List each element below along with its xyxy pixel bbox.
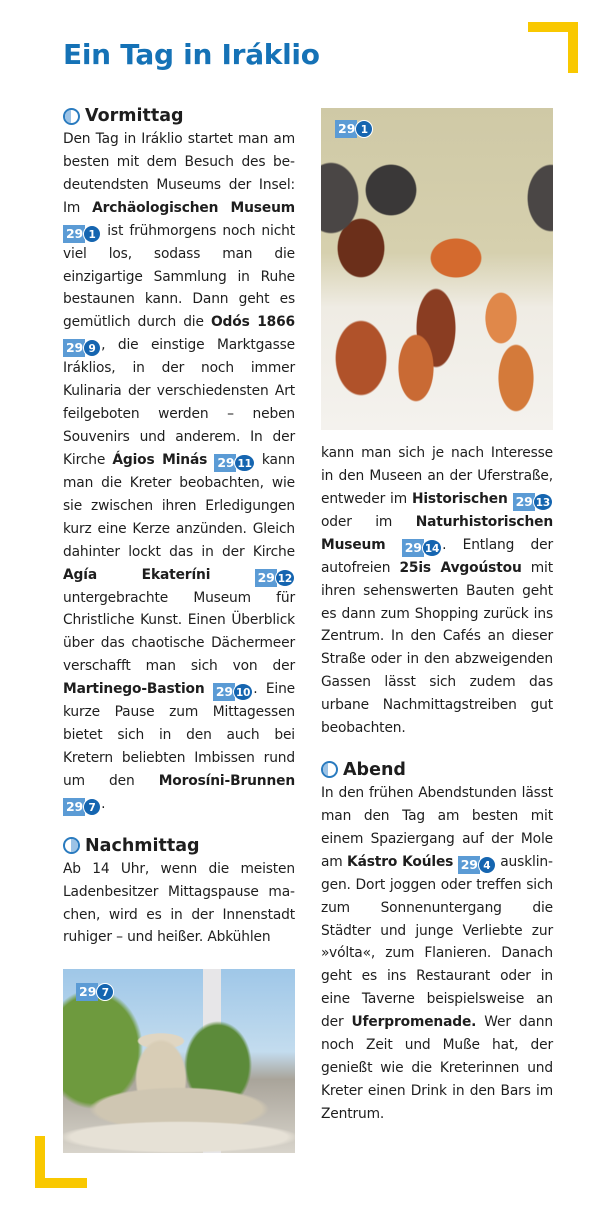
corner-bracket-top-right	[528, 22, 578, 73]
map-page-number: 29	[402, 539, 424, 557]
left-column	[63, 104, 295, 1153]
morning-clock-icon	[63, 108, 80, 125]
afternoon-clock-icon	[63, 837, 80, 854]
place-name: 25is Avgoústou	[399, 559, 522, 576]
place-name: Odós 1866	[210, 314, 295, 331]
map-page-number: 29	[214, 454, 236, 472]
place-name: Archäologischen Museum	[92, 199, 295, 216]
nachmittag-text-continued: kann man sich je nach Interesse in den Museen an der Uferstraße, entweder im Historischen 29 13 oder im Naturhistorischen Museum 29 14 . Entlang der autofreien 25is Avgoústou mit ihren sehenswerten Bauten geht es dann zum Shopping zurück ins Zentrum. In den Cafés an dieser Straße oder in den abzweigenden Gassen lässt sich zudem das urbane Nachmittagstreiben gut beobachten.	[321, 445, 554, 737]
section-heading-abend: Abend	[321, 758, 553, 782]
map-location-number: 10	[233, 683, 253, 701]
map-location-number: 13	[533, 493, 553, 511]
map-location-number: 7	[83, 798, 101, 816]
map-location-number: 9	[83, 339, 101, 357]
map-reference-badge[interactable]: 29 1	[335, 120, 373, 138]
photo-morosini-fountain	[63, 969, 295, 1153]
map-page-number: 29	[63, 339, 85, 357]
place-name: Ágios Minás	[112, 451, 208, 468]
place-name: Kástro Koúles	[347, 853, 454, 870]
map-location-number: 4	[478, 856, 496, 874]
map-page-number: 29	[255, 569, 277, 587]
map-reference-badge[interactable]	[63, 339, 101, 357]
place-name: Agía Ekateríni	[63, 566, 211, 583]
map-reference-badge[interactable]	[458, 856, 496, 874]
map-page-number: 29	[63, 798, 85, 816]
photo-archaeological-museum	[321, 108, 553, 430]
map-reference-badge[interactable]	[513, 493, 553, 511]
right-column	[321, 108, 553, 1126]
place-name: Historischen	[411, 490, 508, 507]
place-name: Morosíni-Brunnen	[158, 772, 295, 789]
map-reference-badge[interactable]	[402, 539, 442, 557]
map-reference-badge[interactable]	[213, 683, 253, 701]
map-page-number: 29	[213, 683, 235, 701]
map-location-number: 12	[275, 569, 295, 587]
place-name: Naturhistorischen Museum	[321, 513, 553, 553]
map-reference-badge[interactable]	[63, 798, 101, 816]
map-page-number: 29	[63, 225, 85, 243]
map-page-number: 29	[458, 856, 480, 874]
page-title: Ein Tag in Iráklio	[63, 38, 320, 71]
map-location-number: 14	[422, 539, 442, 557]
evening-clock-icon	[321, 761, 338, 778]
vormittag-text: Den Tag in Iráklio startet man am besten mit dem Besuch des bedeutendsten Museums der Insel: Im Archäologischen Museum 29 1 ist frühmorgens noch nicht viel los, sodass man die einzigartige Sammlung in Ruhe bestaunen kann. Dann geht es gemütlich durch die Odós 1866 29 9 , die einstige Marktgasse Iráklios, in der noch immer Kulinaria der verschiedensten Art feilgeboten werden – neben Souvenirs und anderem. In der Kirche Ágios Minás 29 11 kann man die Kreter beobachten, wie sie zwischen ihren Erledigungen kurz eine Kerze anzünden. Gleich dahinter lockt das in der Kirche Agía Ekateríni 29 12 untergebrachte Museum für Christliche Kunst. Einen Überblick über das chaotische Dächermeer verschafft man sich von der Martinego-Bastion 29 10 . Eine kurze Pause zum Mittagessen bietet sich in den auch bei Kretern beliebten Imbissen rund um den Morosíni-Brunnen 29 7 .	[63, 131, 296, 814]
section-heading-vormittag: Vormittag	[63, 104, 295, 128]
nachmittag-text-start: Ab 14 Uhr, wenn die meisten Ladenbesitzer Mittagspause machen, wird es in der Innenstadt ruhiger – und heißer. Abkühlen	[63, 860, 295, 946]
map-reference-badge[interactable]	[214, 454, 254, 472]
map-reference-badge[interactable]	[63, 225, 101, 243]
map-page-number: 29	[513, 493, 535, 511]
map-location-number: 1	[83, 225, 101, 243]
map-reference-badge[interactable]	[255, 569, 295, 587]
place-name: Martinego-Bastion	[63, 681, 205, 698]
abend-text: In den frühen Abendstunden lässt man den Tag am besten mit einem Spaziergang auf der Mole am Kástro Koúles 29 4 ausklingen. Dort joggen oder treffen sich zum Sonnenuntergang die Städter und junge Verliebte zur »vólta«, zum Flanieren. Danach geht es ins Restaurant oder in eine Taverne beispielsweise an der Uferpromenade. Wer dann noch Zeit und Muße hat, der genießt wie die Kreterinnen und Kreter einen Drink in den Bars im Zentrum.	[321, 784, 553, 1122]
map-reference-badge[interactable]: 29 7	[76, 983, 114, 1001]
section-heading-nachmittag: Nachmittag	[63, 834, 295, 858]
map-location-number: 11	[234, 454, 254, 472]
place-name: Uferpromenade.	[351, 1014, 477, 1031]
